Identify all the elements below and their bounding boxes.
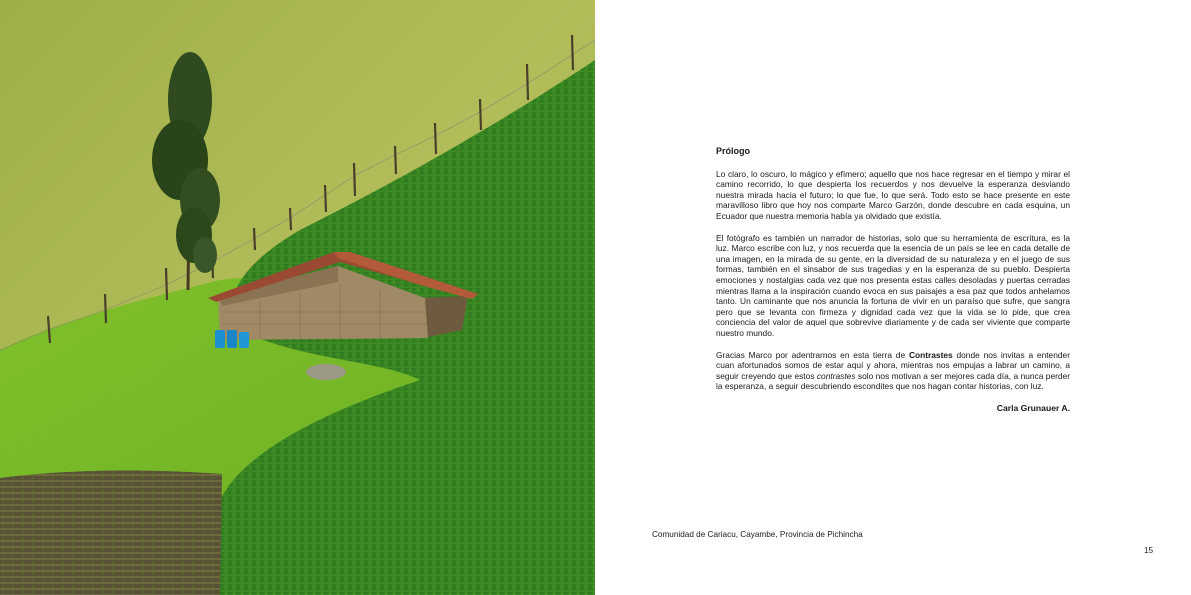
prologue — [716, 146, 1070, 422]
page-number: 15 — [1144, 546, 1154, 555]
prologue-paragraph-2: El fotógrafo es también un narrador de historias, solo que su herramienta de escritura, es la luz. Marco escribe con luz, y nos recuerda que la esencia de un país se lee en cada detalle de una imagen, en la mirada de su gente, en la diversidad de su naturaleza y en el juego de sus formas, también en el sinsabor de sus tragedias y en la esperanza de su pueblo. Despierta emociones y nostalgias cada vez que nos presenta estas calles desoladas y puertas cerradas mientras llama a la inspiración cuando evoca en sus paisajes a esa paz que todos anhelamos tanto. Un caminante que nos anuncia la fortuna de vivir en un paraíso que sufre, que sangra pero que se levanta con firmeza y dignidad cada vez que la vida se lo pide, que crea conciencia del valor de aquel que sobrevive diariamente y de cada ser viviente que comparte nuestro mundo. — [716, 232, 1070, 338]
ploughed-field — [0, 471, 222, 595]
hillside-photo — [0, 0, 595, 595]
prologue-paragraph-3 — [716, 350, 1070, 392]
signature: Carla Grunauer A. — [996, 402, 1070, 413]
italic-contrastes: contrastes — [816, 370, 856, 381]
paragraph-3-text-b: donde nos invitas a entender cuan afortunados somos de estar aquí y ahora, mientras nos empujas a labrar un camino, a seguir creyendo que estos — [716, 349, 1070, 381]
paragraph-3-text-a: Gracias Marco por adentrarnos en esta tierra de — [716, 349, 909, 360]
book-title-contrastes: Contrastes — [908, 349, 953, 360]
text-page — [595, 0, 1191, 595]
photograph — [0, 0, 595, 595]
prologue-paragraph-1: Lo claro, lo oscuro, lo mágico y efímero; aquello que nos hace regresar en el tiempo y mirar el camino recorrido, lo que despierta los recuerdos y nos devuelve la esperanza desviando nuestra mirada hacia el futuro; lo que fue, lo que será. Todo esto se hace presente en este maravilloso libro que hoy nos comparte Marco Garzón, donde descubre en cada esquina, un Ecuador que nuestra memoria había ya olvidado que existía. — [716, 168, 1070, 221]
prologue-title: Prólogo — [716, 146, 750, 156]
paragraph-3-text-c: solo nos motivan a ser mejores cada día, a nunca perder la esperanza, a seguir descubriendo escondites que nos hagan contar historias, con luz. — [716, 370, 1070, 392]
photo-caption: Comunidad de Cariacu, Cayambe, Provincia de Pichincha — [652, 530, 863, 539]
rock — [306, 364, 346, 380]
